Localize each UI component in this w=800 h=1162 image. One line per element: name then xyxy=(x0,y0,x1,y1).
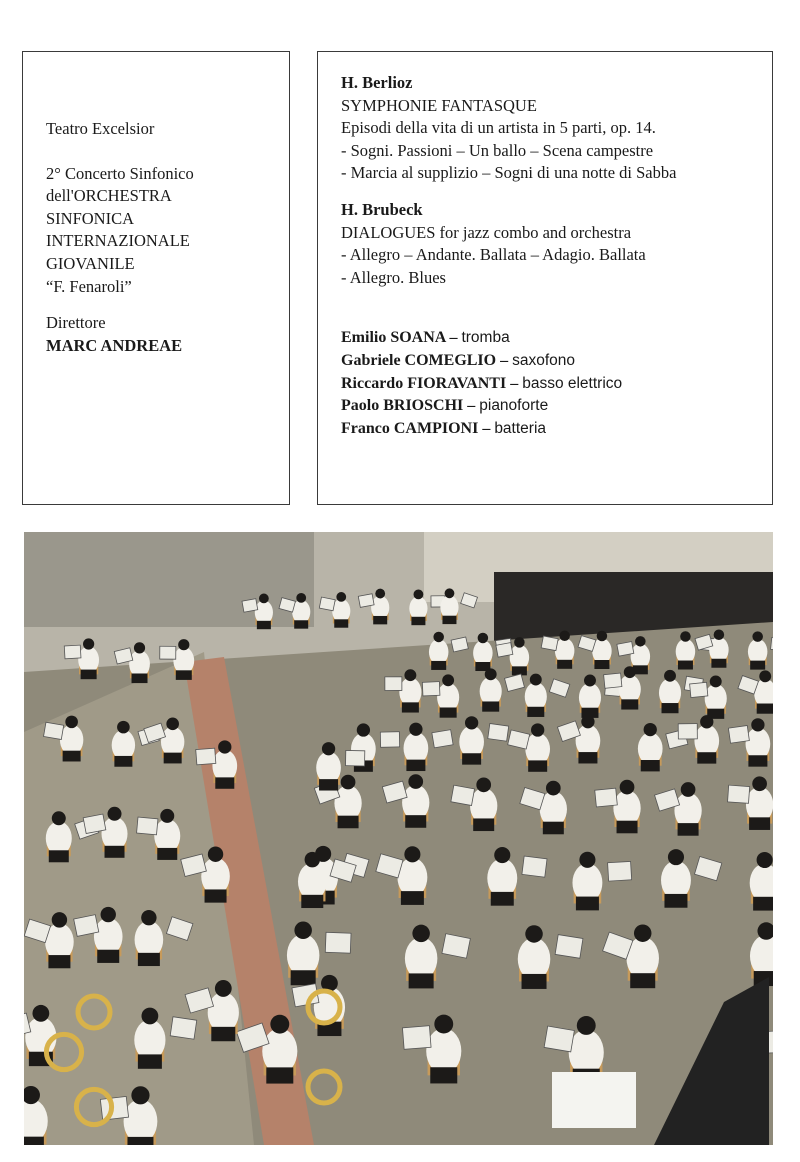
music-stand xyxy=(608,861,632,881)
musician-body xyxy=(746,787,773,823)
musician-head xyxy=(83,638,94,649)
musician-head xyxy=(559,631,570,642)
musician-legs xyxy=(664,894,687,908)
music-stand xyxy=(196,748,216,765)
musician-body xyxy=(613,790,640,826)
concert-line: dell'ORCHESTRA xyxy=(46,186,172,206)
musician-legs xyxy=(473,818,494,831)
musician-legs xyxy=(440,707,457,717)
musician-legs xyxy=(711,659,726,668)
director-name: MARC ANDREAE xyxy=(46,335,183,355)
music-stand xyxy=(83,814,106,833)
musician-legs xyxy=(750,661,765,670)
musician-head xyxy=(52,811,66,825)
piece-detail: - Allegro – Andante. Ballata – Adagio. Ballata xyxy=(341,245,646,265)
musician-body xyxy=(459,726,484,758)
musician-legs xyxy=(430,1067,457,1083)
musician-head xyxy=(375,589,385,599)
musician-head xyxy=(357,723,370,736)
musician-body xyxy=(409,596,427,620)
performer-row xyxy=(341,395,762,418)
musician-legs xyxy=(63,751,81,762)
musician-body xyxy=(154,819,180,853)
musician-head xyxy=(434,1015,453,1034)
music-stand xyxy=(242,599,258,613)
music-stand xyxy=(728,785,750,803)
musician-body xyxy=(78,646,99,673)
musician-head xyxy=(101,907,116,922)
performer-role: basso elettrico xyxy=(522,374,623,392)
musician-head xyxy=(714,629,725,640)
music-stand xyxy=(170,1017,197,1039)
musician-body xyxy=(134,1020,165,1061)
orchestra-photo xyxy=(24,532,773,1145)
musician-legs xyxy=(411,617,425,625)
musician-body xyxy=(440,595,458,619)
musician-body xyxy=(705,684,727,713)
performer-name: Paolo BRIOSCHI – xyxy=(341,397,476,415)
musician-head xyxy=(710,676,722,688)
musician-legs xyxy=(138,1054,162,1068)
music-stand xyxy=(555,935,583,959)
musician-body xyxy=(287,934,320,977)
program-panel xyxy=(317,51,773,505)
musician-legs xyxy=(127,1137,153,1145)
musician-head xyxy=(530,674,542,686)
musician-body xyxy=(480,677,502,706)
musician-head xyxy=(141,1008,158,1025)
music-stand xyxy=(160,646,176,659)
musician-head xyxy=(117,721,130,734)
piece-detail: - Allegro. Blues xyxy=(341,267,446,287)
musician-legs xyxy=(338,816,359,829)
musician-body xyxy=(371,596,389,620)
music-stand xyxy=(44,722,64,739)
musician-head xyxy=(581,715,594,728)
musician-head xyxy=(408,774,423,789)
musician-body xyxy=(298,863,327,900)
musician-legs xyxy=(164,753,182,764)
music-stand xyxy=(346,750,365,766)
musician-head xyxy=(624,666,636,678)
musician-head xyxy=(635,636,646,647)
musician-head xyxy=(757,852,773,868)
venue-name: Teatro Excelsior xyxy=(46,119,155,138)
musician-legs xyxy=(409,973,434,988)
musician-body xyxy=(619,675,641,704)
musician-legs xyxy=(266,1067,293,1083)
musician-head xyxy=(751,718,764,731)
musician-head xyxy=(270,1015,289,1034)
musician-legs xyxy=(402,702,419,712)
music-stand xyxy=(678,724,697,739)
music-stand xyxy=(522,856,547,877)
musician-head xyxy=(433,632,444,643)
musician-legs xyxy=(757,704,773,714)
musician-body xyxy=(402,785,429,821)
musician-legs xyxy=(442,616,456,624)
musician-legs xyxy=(176,670,192,680)
musician-head xyxy=(208,847,223,862)
musician-head xyxy=(404,846,420,862)
musician-head xyxy=(664,670,676,682)
performer-name: Franco CAMPIONI – xyxy=(341,419,491,437)
music-stand xyxy=(422,682,440,696)
composer-berlioz: H. Berlioz xyxy=(341,73,413,92)
musician-head xyxy=(531,723,544,736)
music-stand xyxy=(451,785,475,805)
musician-body xyxy=(579,683,601,712)
musician-head xyxy=(494,847,510,863)
musician-body xyxy=(135,921,164,958)
musician-body xyxy=(404,732,429,764)
performer-role: batteria xyxy=(494,419,547,437)
musician-head xyxy=(32,1005,49,1022)
musician-legs xyxy=(482,701,499,711)
music-stand xyxy=(319,597,335,611)
musician-head xyxy=(259,594,269,604)
musician-head xyxy=(134,642,145,653)
musician-head xyxy=(160,809,174,823)
musician-head xyxy=(478,633,489,644)
musician-body xyxy=(569,1030,604,1076)
music-stand xyxy=(325,932,351,953)
musician-head xyxy=(668,849,684,865)
musician-body xyxy=(124,1099,158,1143)
musician-legs xyxy=(49,850,69,862)
musician-head xyxy=(759,670,771,682)
musician-head xyxy=(52,912,67,927)
musician-head xyxy=(584,675,596,687)
music-stand xyxy=(544,1026,574,1052)
music-stand xyxy=(442,934,470,959)
music-stand xyxy=(358,594,374,608)
musician-legs xyxy=(205,889,227,902)
musician-head xyxy=(305,852,320,867)
concert-line: 2° Concerto Sinfonico xyxy=(46,163,194,183)
musician-body xyxy=(674,793,701,829)
musician-head xyxy=(166,718,179,731)
musician-legs xyxy=(215,777,234,788)
concert-line: “F. Fenaroli” xyxy=(46,276,132,296)
performer-row xyxy=(341,350,762,373)
music-stand xyxy=(617,642,634,657)
musician-body xyxy=(334,785,361,821)
music-stand xyxy=(74,915,99,937)
musician-legs xyxy=(678,823,699,836)
musician-head xyxy=(700,715,713,728)
musician-legs xyxy=(662,703,679,713)
piece-detail: - Sogni. Passioni – Un ballo – Scena campestre xyxy=(341,140,654,160)
music-stand xyxy=(137,817,158,835)
musician-body xyxy=(748,639,768,665)
music-stand xyxy=(385,677,402,691)
musician-body xyxy=(473,640,493,666)
musician-body xyxy=(46,821,72,855)
music-stand xyxy=(595,788,618,807)
piece-detail: Episodi della vita di un artista in 5 parti, op. 14. xyxy=(341,118,656,138)
musician-legs xyxy=(543,822,564,835)
musician-head xyxy=(108,807,122,821)
musician-body xyxy=(201,858,230,895)
musician-legs xyxy=(748,755,767,766)
performer-name: Riccardo FIORAVANTI – xyxy=(341,374,519,392)
musician-body xyxy=(426,1028,461,1074)
musician-body xyxy=(173,647,194,674)
music-stand xyxy=(541,636,558,651)
musician-legs xyxy=(114,756,132,767)
musician-legs xyxy=(24,1137,44,1145)
musician-body xyxy=(161,727,184,758)
musician-head xyxy=(476,777,491,792)
musician-body xyxy=(487,859,517,898)
musician-body xyxy=(208,992,239,1033)
concert-line: GIOVANILE xyxy=(46,253,135,273)
musician-legs xyxy=(401,891,424,905)
musician-body xyxy=(316,752,341,784)
music-stand xyxy=(380,732,399,748)
musician-body xyxy=(709,637,729,663)
musician-legs xyxy=(578,752,597,763)
music-stand xyxy=(402,1026,431,1050)
musician-body xyxy=(510,645,530,671)
musician-body xyxy=(262,1028,297,1074)
musician-body xyxy=(112,730,135,761)
musician-head xyxy=(577,1016,596,1035)
music-stand xyxy=(432,730,453,748)
musician-head xyxy=(409,723,422,736)
musician-body xyxy=(659,678,681,707)
orchestra-photo-illustration xyxy=(24,532,773,1145)
musician-head xyxy=(579,852,595,868)
music-stand xyxy=(496,643,513,658)
musician-legs xyxy=(528,760,547,771)
musician-head xyxy=(296,593,306,603)
musician-head xyxy=(404,669,416,681)
musician-legs xyxy=(291,970,316,985)
musician-legs xyxy=(749,817,770,830)
musician-legs xyxy=(319,779,338,790)
composer-brubeck: H. Brubeck xyxy=(341,199,423,219)
musician-head xyxy=(445,588,455,598)
piece-detail: - Marcia al supplizio – Sogni di una notte di Sabba xyxy=(341,163,677,183)
musician-legs xyxy=(48,955,70,968)
musician-legs xyxy=(105,846,125,858)
musician-legs xyxy=(406,760,425,771)
piece-title: SYMPHONIE FANTASQUE xyxy=(341,95,537,115)
musician-head xyxy=(597,631,608,642)
musician-legs xyxy=(405,815,426,828)
musician-head xyxy=(442,674,454,686)
musician-body xyxy=(437,683,459,712)
musician-body xyxy=(129,650,150,677)
concert-line: INTERNAZIONALE xyxy=(46,231,190,251)
musician-legs xyxy=(753,897,773,911)
musician-body xyxy=(102,817,128,851)
musician-legs xyxy=(576,897,599,911)
music-stand xyxy=(100,1096,128,1120)
performer-name: Gabriele COMEGLIO – xyxy=(341,351,509,369)
musician-body xyxy=(638,732,663,764)
musician-head xyxy=(215,980,232,997)
musician-body xyxy=(470,788,497,824)
musician-legs xyxy=(697,752,716,763)
musician-body xyxy=(746,728,771,760)
performer-role: pianoforte xyxy=(479,397,549,415)
performer-row xyxy=(341,373,762,396)
performer-name: Emilio SOANA – xyxy=(341,329,458,347)
musician-head xyxy=(465,716,478,729)
musician-legs xyxy=(373,616,387,624)
musician-head xyxy=(752,631,763,642)
musician-body xyxy=(631,644,651,670)
musician-head xyxy=(336,592,346,602)
musician-legs xyxy=(621,699,638,709)
musician-body xyxy=(255,601,273,625)
musician-legs xyxy=(617,821,638,834)
musician-legs xyxy=(81,670,97,680)
musician-head xyxy=(414,589,424,599)
musician-body xyxy=(572,863,602,902)
musician-legs xyxy=(630,973,655,988)
musician-head xyxy=(620,780,635,795)
musician-legs xyxy=(257,621,271,629)
musician-head xyxy=(644,723,657,736)
musician-head xyxy=(218,740,231,753)
musician-legs xyxy=(211,1027,235,1041)
musician-legs xyxy=(527,707,544,717)
musician-legs xyxy=(157,848,177,860)
floor-box xyxy=(552,1072,636,1128)
musician-head xyxy=(514,637,525,648)
musician-body xyxy=(676,639,696,665)
musician-legs xyxy=(491,892,514,906)
musician-legs xyxy=(431,661,446,670)
musician-legs xyxy=(462,753,481,764)
music-stand xyxy=(604,673,622,688)
musician-head xyxy=(546,781,561,796)
musician-legs xyxy=(522,974,547,989)
musician-body xyxy=(576,725,601,757)
music-stand xyxy=(728,725,749,743)
musician-legs xyxy=(557,660,572,669)
music-stand xyxy=(488,724,509,742)
musician-head xyxy=(322,742,335,755)
performer-role: saxofono xyxy=(512,351,576,369)
musician-body xyxy=(429,639,449,665)
musician-body xyxy=(399,678,421,707)
performer-row xyxy=(341,327,762,350)
musician-head xyxy=(412,925,430,943)
musician-head xyxy=(341,775,356,790)
performer-role: tromba xyxy=(461,329,510,347)
concert-line: SINFONICA xyxy=(46,208,135,228)
musician-head xyxy=(680,631,691,642)
musician-legs xyxy=(512,666,527,675)
performer-row xyxy=(341,418,762,441)
musician-legs xyxy=(97,950,119,963)
musician-legs xyxy=(594,660,609,669)
musician-legs xyxy=(132,673,148,683)
musician-head xyxy=(525,925,543,943)
concert-info-panel xyxy=(22,51,290,505)
musician-head xyxy=(141,910,156,925)
musician-body xyxy=(525,682,547,711)
musician-head xyxy=(65,716,78,729)
musician-head xyxy=(294,922,312,940)
musician-head xyxy=(752,776,767,791)
musician-body xyxy=(694,725,719,757)
musician-head xyxy=(131,1086,149,1104)
musician-legs xyxy=(641,760,660,771)
musician-head xyxy=(178,639,189,650)
piece-title: DIALOGUES for jazz combo and orchestra xyxy=(341,222,632,242)
musician-legs xyxy=(334,619,348,627)
musician-legs xyxy=(301,895,323,908)
director-label: Direttore xyxy=(46,313,106,333)
musician-head xyxy=(485,668,497,680)
musician-legs xyxy=(294,620,308,628)
musician-legs xyxy=(678,661,693,670)
musician-body xyxy=(212,750,237,782)
musician-legs xyxy=(138,953,160,966)
musician-body xyxy=(661,861,691,900)
music-stand xyxy=(690,682,708,697)
musician-head xyxy=(681,782,696,797)
musician-body xyxy=(518,938,551,981)
musician-head xyxy=(634,924,652,942)
musician-body xyxy=(94,918,123,955)
music-stand xyxy=(64,645,81,659)
musician-body xyxy=(405,937,438,980)
